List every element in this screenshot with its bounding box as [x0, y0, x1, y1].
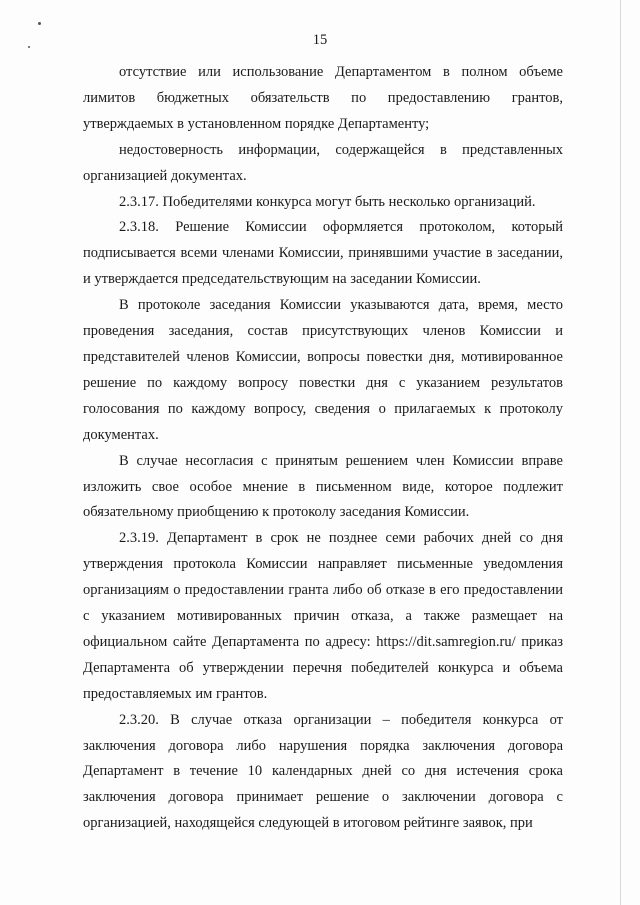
paragraph-clause-2-3-20: 2.3.20. В случае отказа организации – победителя конкурса от заключения договора либо нарушения порядка заключения договора Департамент в течение 10 календарных дней со дня истечения срока заключения договора принимает решение о заключении договора с организацией, находящейся следующей в итоговом рейтинге заявок, при: [83, 711, 563, 832]
paragraph-dissenting-opinion: В случае несогласия с принятым решением член Комиссии вправе изложить свое особое мнение в письменном виде, которое подлежит обязательному приобщению к протоколу заседания Комиссии.: [83, 452, 563, 521]
scan-edge-line: [620, 0, 621, 905]
paragraph-unreliable-info: недостоверность информации, содержащейся в представленных организацией документах.: [83, 141, 563, 184]
paragraph-clause-2-3-18: 2.3.18. Решение Комиссии оформляется протоколом, который подписывается всеми членами Комиссии, принявшими участие в заседании, и утверждается председательствующим на заседании Комиссии.: [83, 219, 563, 288]
scan-speck: [38, 22, 41, 25]
paragraph-clause-2-3-19: 2.3.19. Департамент в срок не позднее семи рабочих дней со дня утверждения протокола Комиссии направляет письменные уведомления организациям о предоставлении гранта либо об отказе в его предоставлении с указанием мотивированных причин отказа, а также размещает на официальном сайте Департамента по адресу: https://dit.samregion.ru/ приказ Департамента об утверждении перечня победителей конкурса и объема предоставляемых им грантов.: [83, 530, 563, 702]
paragraph-protocol-contents: В протоколе заседания Комиссии указываются дата, время, место проведения заседания, состав присутствующих членов Комиссии и представителей членов Комиссии, вопросы повестки дня, мотивированное решение по каждому вопросу повестки дня с указанием результатов голосования по каждому вопросу, сведения о прилагаемых к протоколу документах.: [83, 297, 563, 443]
page-number: 15: [312, 32, 328, 48]
paragraph-clause-2-3-17: 2.3.17. Победителями конкурса могут быть несколько организаций.: [119, 193, 536, 210]
paragraph-grant-limits: отсутствие или использование Департаментом в полном объеме лимитов бюджетных обязательств по предоставлению грантов, утверждаемых в установленном порядке Департаменту;: [83, 64, 563, 132]
document-body: [83, 60, 563, 837]
